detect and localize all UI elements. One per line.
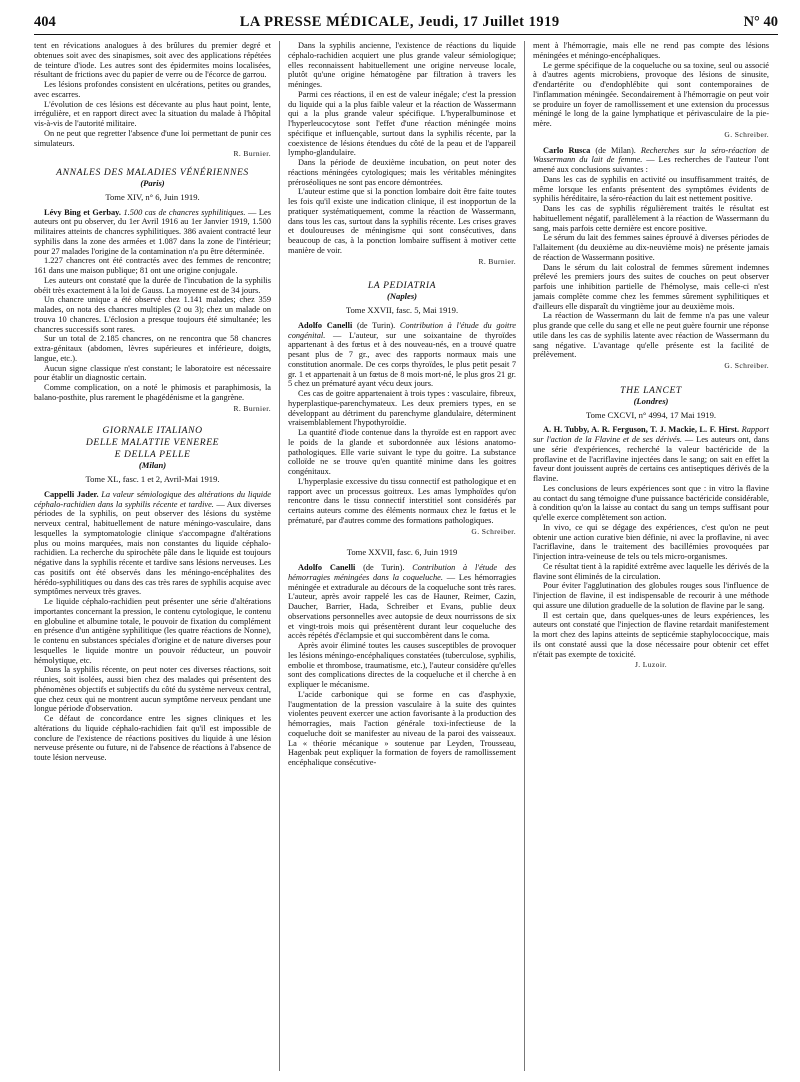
paragraph: In vivo, ce qui se dégage des expériences, c'est qu'on ne peut obtenir une action curative bien définie, ni avec la proflavine, ni avec l'acriflavine, dans le traitement des bacillémies provoquées par l'injection intra-veineuse de tels ou tels micro-organismes. — [533, 522, 769, 561]
article-title: Rapport sur l'action de la Flavine et de ses dérivés. — [533, 425, 769, 444]
page-header — [34, 14, 778, 35]
paragraph: 1.227 chancres ont été contractés avec des femmes de rencontre; 161 dans une maison publique; 81 ont une origine conjugale. — [34, 256, 271, 275]
paragraph: Après avoir éliminé toutes les causes susceptibles de provoquer les lésions méningo-encéphaliques constatées (tuberculose, syphilis, embolie et thrombose, traumatisme, etc.), l'auteur considère qu'elles sont des complications directes de la coqueluche et il cherche à en expliquer le mécanisme. — [288, 641, 516, 689]
paragraph: Dans les cas de syphilis régulièrement traités le résultat est habituellement négatif, parallèlement à la réaction de Wassermann du sang, mais parfois cette dernière est encore positive. — [533, 204, 769, 233]
tome-line: Tome CXCVI, n° 4994, 17 Mai 1919. — [585, 409, 717, 420]
paragraph: Ce résultat tient à la rapidité extrême avec laquelle les dérivés de la flavine sont éliminés de la circulation. — [533, 561, 769, 581]
journal-title: LA PRESSE MÉDICALE, Jeudi, 17 Juillet 1919 — [239, 14, 560, 30]
issue-number: N° 40 — [743, 14, 778, 30]
paragraph: Pour éviter l'agglutination des globules rouges sous l'influence de l'injection de flavine, il est indispensable de recourir à une méthode qui assure une dilution graduelle de la solution de flavine par le sang. — [533, 581, 769, 610]
paragraph: tent en révications analogues à des brûlures du premier degré et obtenues soit avec des sinapismes, soit avec des applications répétées de teinture d'iode. Les autres sont des épidermites moins localisées, résultant de frictions avec du papier de verre ou de l'écorce de garrou. — [34, 41, 271, 80]
paragraph: Aucun signe classique n'est constant; le laboratoire est nécessaire pour établir un diagnostic certain. — [34, 363, 271, 383]
paragraph: Ces cas de goitre appartenaient à trois types : vasculaire, fibreux, hyperplastique-parenchymateux. Les deux premiers types, en se développant au détriment du parenchyme glandulaire, déterminent vraisemblablement l'hypothyroïdie. — [288, 389, 516, 428]
paragraph: La réaction de Wassermann du lait de femme n'a pas une valeur plus grande que celle du sang et elle ne peut guère fournir une réponse utile dans les cas de syphilis latente avec réaction de Wassermann du sang négative. L'avantage qu'elle présente est la facilité de prélèvement. — [533, 311, 769, 360]
paragraph: Ce défaut de concordance entre les signes cliniques et les altérations du liquide céphalo-rachidien fait qu'il est impossible de conclure de l'existence de réactions positives du liquide à une lésion nerveuse présente ou future, ni de l'absence de réactions à l'absence de toute lésion nerveuse. — [34, 714, 271, 762]
paragraph: Les lésions profondes consistent en ulcérations, petites ou grandes, avec escarres. — [34, 80, 271, 99]
section-city: (Milan) — [138, 460, 167, 471]
article-authors: Adolfo Canelli — [298, 563, 356, 572]
article-title: Recherches sur la séro-réaction de Wassermann du lait de femme. — [533, 145, 769, 165]
article-authors: Carlo Rusca — [543, 145, 591, 155]
paragraph: Un chancre unique a été observé chez 1.141 malades; chez 359 malades, on nota des chancres multiples (2 ou 3); chez un malade on trouva 10 chancres. L'éclosion a presque toujours été simultanée; les chancres successifs sont rares. — [34, 295, 271, 334]
paragraph: Dans les cas de syphilis en activité ou insuffisamment traités, de même lorsque les enfants présentent des symptômes évidents de syphilis héréditaire, la séro-réaction du lait est nettement positive. — [533, 174, 769, 204]
paragraph: Dans la syphilis récente, on peut noter ces diverses réactions, soit réunies, soit isolées, aussi bien chez des malades qui présentent des phénomènes objectifs et subjectifs du côté du système nerveux central, que chez ceux qui ne montrent aucun symptôme nerveux pendant une longue période d'observation. — [34, 665, 271, 714]
section-city: (Londres) — [633, 395, 669, 406]
tome-line: Tome XXVII, fasc. 6, Juin 1919 — [346, 547, 458, 558]
paragraph: Le sérum du lait des femmes saines éprouvé à diverses périodes de l'allaitement (du deuxième au dix-neuvième mois) ne présente jamais de réaction de Wassermann positive. — [533, 233, 769, 262]
signature: G. Schreiber. — [471, 526, 516, 536]
paragraph: On ne peut que regretter l'absence d'une loi permettant de punir ces simulateurs. — [34, 128, 271, 148]
paragraph: Le germe spécifique de la coqueluche ou sa toxine, seul ou associé à d'autres agents microbiens, provoque des lésions de sinusite, d'endartérite ou d'endophlébite qui sont contemporaines de l'inflammation méningée. Secondairement à l'hémorragie on peut voir se produire un foyer de ramollissement et une extension du processus méningé le long de la gaine lymphatique et périvasculaire de la pie-mère. — [533, 60, 769, 128]
signature: G. Schreiber. — [724, 361, 769, 370]
paragraph: Dans le sérum du lait colostral de femmes sûrement indemnes prélevé les premiers jours des suites de couches on peut observer parfois une inhibition partielle de l'hémolyse, mais celle-ci n'est jamais complète comme chez les femmes sûrement syphilitiques et d'ailleurs elle disparaît du vingtième jour au deuxième mois. — [533, 262, 769, 311]
column-3 — [524, 41, 769, 1071]
author-place: (de Turin). — [356, 320, 396, 330]
article-title: Contribution à l'étude du goitre congénital. — [288, 320, 516, 340]
signature: R. Burnier. — [233, 403, 271, 413]
article-authors: Lévy Bing et Gerbay. — [44, 207, 121, 217]
paragraph: Il est certain que, dans quelques-unes de leurs expériences, les auteurs ont constaté que l'injection de flavine retardait manifestement la mort chez des lapins atteints de septicémie staphylococcique, mais ils ont constaté aussi que la dose nécessaire pour obtenir cet effet n'était pas exempte de toxicité. — [533, 610, 769, 659]
signature: R. Burnier. — [233, 149, 271, 159]
article-authors: Cappelli Jader. — [44, 489, 99, 499]
section-title: DELLE MALATTIE VENEREE — [85, 437, 220, 449]
section-title: THE LANCET — [620, 384, 682, 396]
paragraph: Parmi ces réactions, il en est de valeur inégale; c'est la pression du liquide qui a la plus faible valeur et la réaction de Wassermann qui a la plus grande valeur spécifique. L'hyperalbuminose et l'hyperleucocytose sont l'effet d'une réaction méningée moins spécifique et influençable, surtout dans la syphilis récente, par la coexistence de lésions étendues du côté de la peau et de l'appareil lympho-glandulaire. — [288, 89, 516, 158]
section-title: LA PEDIATRIA — [367, 280, 437, 292]
paragraph: — Les auteurs ont pu observer, du 1er Avril 1916 au 1er Janvier 1919, 1.500 militaires atteints de chancres syphilitiques. 386 avaient contracté leur syphilis dans la zone des armées et 1.087 dans la zone de l'intérieur; pour 27 malades l'origine de la contamination n'a pu être déterminée. — [34, 207, 271, 256]
article-authors: A. H. Tubby, A. R. Ferguson, T. J. Mackie, L. F. Hirst. — [543, 425, 740, 435]
section-city: (Paris) — [140, 178, 165, 188]
paragraph: Dans la syphilis ancienne, l'existence de réactions du liquide céphalo-rachidien acquiert une plus grande valeur sémiologique; elles reconnaissent habituellement une origine nerveuse locale, plutôt qu'une origine hématogène par filtration à travers les méninges. — [288, 41, 516, 89]
paragraph: L'acide carbonique qui se forme en cas d'asphyxie, l'augmentation de la pression vasculaire à la suite des quintes violentes peuvent exercer une action favorisante à la production des hémorragies, mais l'action générale toxi-infectieuse de la coqueluche doit se manifester au niveau de la paroi des vaisseaux. La « théorie mécanique » soutenue par Leyden, Trousseau, Hagenbak peut expliquer la formation de foyers de ramollissement encéphalique consécutive- — [288, 689, 516, 767]
article-title: Contribution à l'étude des hémorragies méningées dans la coqueluche. — [288, 563, 516, 582]
column-1 — [34, 41, 279, 1071]
columns — [34, 41, 778, 1071]
paragraph: Les conclusions de leurs expériences sont que : in vitro la flavine au contact du sang témoigne d'une puissance bactéricide considérable, à condition qu'on la laisse au contact du sang un temps suffisant pour qu'elle exerce complètement son action. — [533, 483, 769, 522]
paragraph: — Les recherches de l'auteur l'ont amené aux conclusions suivantes : — [533, 155, 769, 174]
paragraph: Sur un total de 2.185 chancres, on ne rencontra que 58 chancres extra-génitaux (abdomen, lèvres supérieures et inférieure, doigts, langue, etc.). — [34, 334, 271, 363]
signature: G. Schreiber. — [724, 129, 769, 139]
article-authors: Adolfo Canelli — [298, 320, 353, 330]
tome-line: Tome XL, fasc. 1 et 2, Avril-Mai 1919. — [85, 474, 220, 484]
signature: J. Luzoir. — [634, 660, 668, 670]
column-2 — [279, 41, 524, 1071]
section-title: E DELLA PELLE — [114, 449, 191, 461]
paragraph: Les auteurs ont constaté que la durée de l'incubation de la syphilis obéit très exactement à la loi de Gauss. La moyenne est de 34 jours. — [34, 275, 271, 295]
paragraph: Comme complication, on a noté le phimosis et paraphimosis, la balano-posthite, plus rarement le phagédénisme et la gangrène. — [34, 383, 271, 402]
paragraph: Dans la période de deuxième incubation, on peut noter des réactions méningées cytologiques; mais les véritables méningites préroséoliques ne sont pas encore démontrées. — [288, 158, 516, 187]
section-title: GIORNALE ITALIANO — [102, 425, 203, 437]
paragraph: — Les auteurs ont, dans une série d'expériences, recherché la valeur bactéricide de la proflavine et de l'acriflavine injectées dans le sang; on sait en effet la faveur dont jouissent auprès de certains ces antiseptiques dérivés de la flavine. — [533, 435, 770, 483]
paragraph: L'évolution de ces lésions est décevante au plus haut point, lente, irrégulière, et en rapport direct avec la situation du malade à l'hôpital vis-à-vis de l'autorité militaire. — [34, 99, 271, 128]
paragraph: Le liquide céphalo-rachidien peut présenter une série d'altérations importantes concernant la pression, le contenu cytologique, le contenu en globuline et albumine totale, le pouvoir de fixation du complément en présence d'un antigène syphilitique (les quatre réactions de Nonne), le contenu en substances spéciales d'origine et de nature diverses pour lesquelles le liquide montre un pouvoir réducteur, un pouvoir hémolytique, etc. — [34, 597, 271, 665]
signature: R. Burnier. — [478, 256, 516, 266]
page-number: 404 — [34, 14, 56, 30]
tome-line: Tome XIV, n° 6, Juin 1919. — [105, 191, 200, 202]
section-city: (Naples) — [386, 291, 418, 302]
author-place: (de Turin). — [363, 563, 405, 572]
author-place: (de Milan). — [595, 145, 636, 155]
article-title: 1.500 cas de chancres syphilitiques. — [123, 207, 246, 217]
paragraph: — Les hémorragies méningée et extradurale au décours de la coqueluche sont très rares. L'auteur, après avoir rappelé les cas de Hauner, Reimer, Cazin, Daucher, Barrier, Hada, Schreiber et Evans, publie deux observations personnelles avec autopsie de deux nourrissons de six et vingt-trois mois qui présentèrent durant leur coqueluche des accès répétés d'éclampsie et qui succombèrent dans le coma. — [288, 572, 516, 641]
paragraph: ment à l'hémorragie, mais elle ne rend pas compte des lésions méningées et méningo-encéphaliques. — [533, 41, 769, 60]
section-title: ANNALES DES MALADIES VÉNÉRIENNES — [56, 167, 249, 178]
tome-line: Tome XXVII, fasc. 5, Mai 1919. — [345, 305, 459, 315]
paragraph: — Aux diverses périodes de la syphilis, on peut observer des lésions du système nerveux central, habituellement de nature méningo-vasculaire, dans lesquelles la symptomatologie clinique s'accompagne d'altérations plus ou moins marquées, mais non constantes du liquide céphalo-rachidien. La recherche du spirochète pâle dans le liquide est toujours négative dans la syphilis récente et tardive sans lésions nerveuses. Les cas positifs ont été observés dans les méningo-encéphalites des hérédo-syphilitiques ou dans des cas très rares de syphilis acquise avec symptômes nerveux très graves. — [34, 499, 271, 597]
article-title: La valeur sémiologique des altérations du liquide céphalo-rachidien dans la syphilis récente et tardive. — [34, 489, 271, 509]
paragraph: La quantité d'iode contenue dans la thyroïde est en rapport avec le poids de la glande et subordonnée aux lésions anatomo-pathologiques. Elle varie suivant le type du goitre. La substance colloïde ne se trouve qu'en quantité minime dans les goitres congénitaux. — [288, 428, 516, 476]
paragraph: L'auteur estime que si la ponction lombaire doit être faite toutes les fois qu'il existe une indication clinique, il est inopportun de la pratiquer systématiquement, comme la réaction de Wassermann, dans tous les cas, surtout dans la syphilis récente. Les crises graves et douloureuses de méningisme qui sont consécutives, dans beaucoup de cas, à la ponction lombaire suffisent à motiver cette manière de voir. — [288, 187, 516, 255]
paragraph: L'hyperplasie excessive du tissu connectif est pathologique et en rapport avec un processus goitreux. Les amas lymphoïdes qu'on rencontre dans le tissu connectif interstitiel sont considérés par certains auteurs comme des éléments normaux chez le fœtus et le prématuré, par d'autres comme des formations pathologiques. — [288, 476, 516, 525]
paragraph: — L'auteur, sur une soixantaine de thyroïdes appartenant à des fœtus et à des nouveau-nés, en a trouvé quatre pesant plus de 7 gr., avec des rapports normaux mais une constitution anormale. De ces corps thyroïdes, le plus petit pesait 7 gr. 1 et appartenait à un fœtus de 8 mois mort-né, le plus gros 21 gr. 5 chez un prématuré ayant vécu deux jours. — [288, 330, 516, 389]
